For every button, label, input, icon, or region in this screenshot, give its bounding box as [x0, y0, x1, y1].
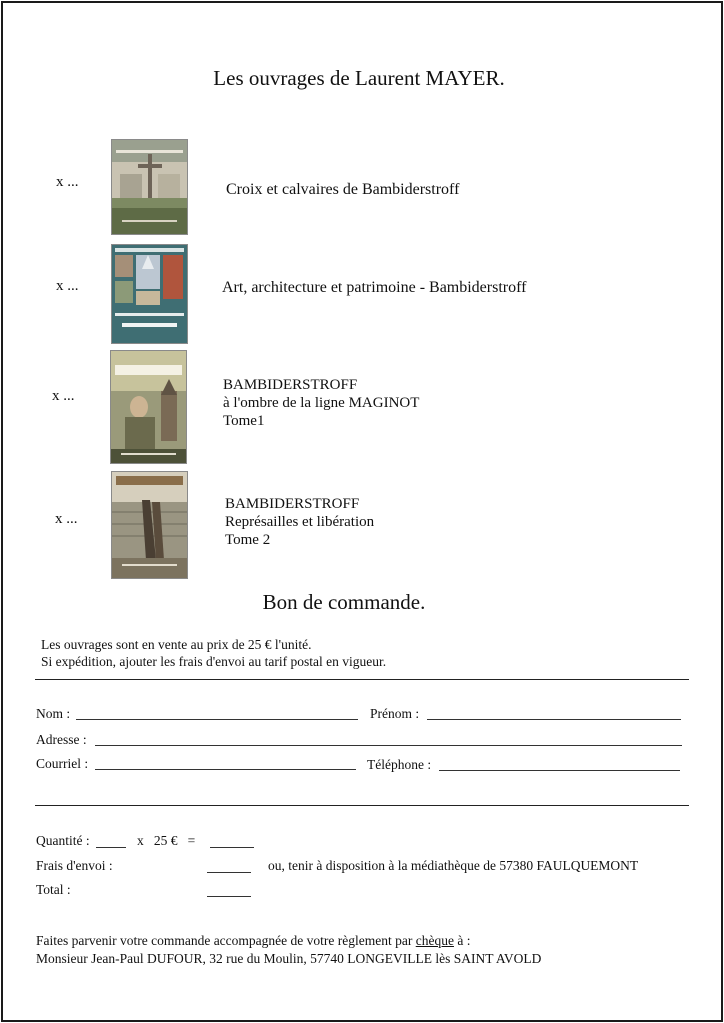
book-3-quantity[interactable]: x ... — [52, 388, 75, 404]
quantite-label: Quantité : — [36, 833, 90, 848]
telephone-label: Téléphone : — [367, 757, 432, 772]
courriel-field[interactable] — [95, 769, 356, 770]
book-3-title-line-3: Tome1 — [223, 413, 265, 429]
payment-prefix: Faites parvenir votre commande accompagnée de votre règlement par — [36, 933, 416, 948]
nom-label: Nom : — [36, 706, 71, 721]
cover-croix-calvaires-icon — [111, 139, 188, 235]
cover-represailles-tome2-icon — [111, 471, 188, 579]
cover-maginot-tome1-icon — [110, 350, 187, 464]
pickup-note: ou, tenir à disposition à la médiathèque de 57380 FAULQUEMONT — [268, 858, 639, 873]
total-label: Total : — [36, 882, 71, 897]
book-1-quantity[interactable]: x ... — [56, 174, 79, 190]
cover-art-architecture-icon — [111, 244, 188, 344]
payment-address: Monsieur Jean-Paul DUFOUR, 32 rue du Moulin, 57740 LONGEVILLE lès SAINT AVOLD — [36, 951, 542, 966]
book-4-title-line-3: Tome 2 — [225, 532, 271, 548]
quantite-field[interactable] — [96, 847, 126, 848]
section-divider-top — [35, 679, 689, 680]
payment-instructions — [36, 933, 470, 949]
telephone-field[interactable] — [439, 770, 680, 771]
book-4-title-line-2: Représailles et libération — [225, 514, 375, 530]
shipping-info: Si expédition, ajouter les frais d'envoi au tarif postal en vigueur. — [41, 654, 387, 669]
section-divider-bottom — [35, 805, 689, 806]
book-3-title — [223, 376, 419, 430]
nom-field[interactable] — [76, 719, 358, 720]
book-3-title-line-2: à l'ombre de la ligne MAGINOT — [223, 395, 420, 411]
page-title: Les ouvrages de Laurent MAYER. — [213, 66, 505, 90]
book-4-title — [225, 495, 374, 549]
frais-envoi-label: Frais d'envoi : — [36, 858, 113, 873]
payment-method: chèque — [415, 933, 454, 948]
book-2-title-line: Art, architecture et patrimoine - Bambiderstroff — [222, 279, 527, 296]
book-4-quantity[interactable]: x ... — [55, 511, 78, 527]
book-4-title-line-1: BAMBIDERSTROFF — [225, 496, 360, 512]
payment-suffix: à : — [453, 933, 471, 948]
book-2-quantity[interactable]: x ... — [56, 278, 79, 294]
adresse-field[interactable] — [95, 745, 682, 746]
order-form-heading: Bon de commande. — [262, 590, 426, 614]
price-info: Les ouvrages sont en vente au prix de 25 € l'unité. — [41, 637, 312, 652]
book-3-title-line-1: BAMBIDERSTROFF — [223, 377, 358, 393]
frais-envoi-field[interactable] — [207, 872, 251, 873]
prenom-label: Prénom : — [370, 706, 420, 721]
prenom-field[interactable] — [427, 719, 681, 720]
total-field[interactable] — [207, 896, 251, 897]
price-multiplier: x 25 € = — [137, 833, 196, 848]
courriel-label: Courriel : — [36, 756, 89, 771]
subtotal-field[interactable] — [210, 847, 254, 848]
book-1-title — [226, 181, 459, 199]
book-2-title — [222, 279, 526, 297]
adresse-label: Adresse : — [36, 732, 87, 747]
book-1-title-line: Croix et calvaires de Bambiderstroff — [226, 181, 460, 198]
